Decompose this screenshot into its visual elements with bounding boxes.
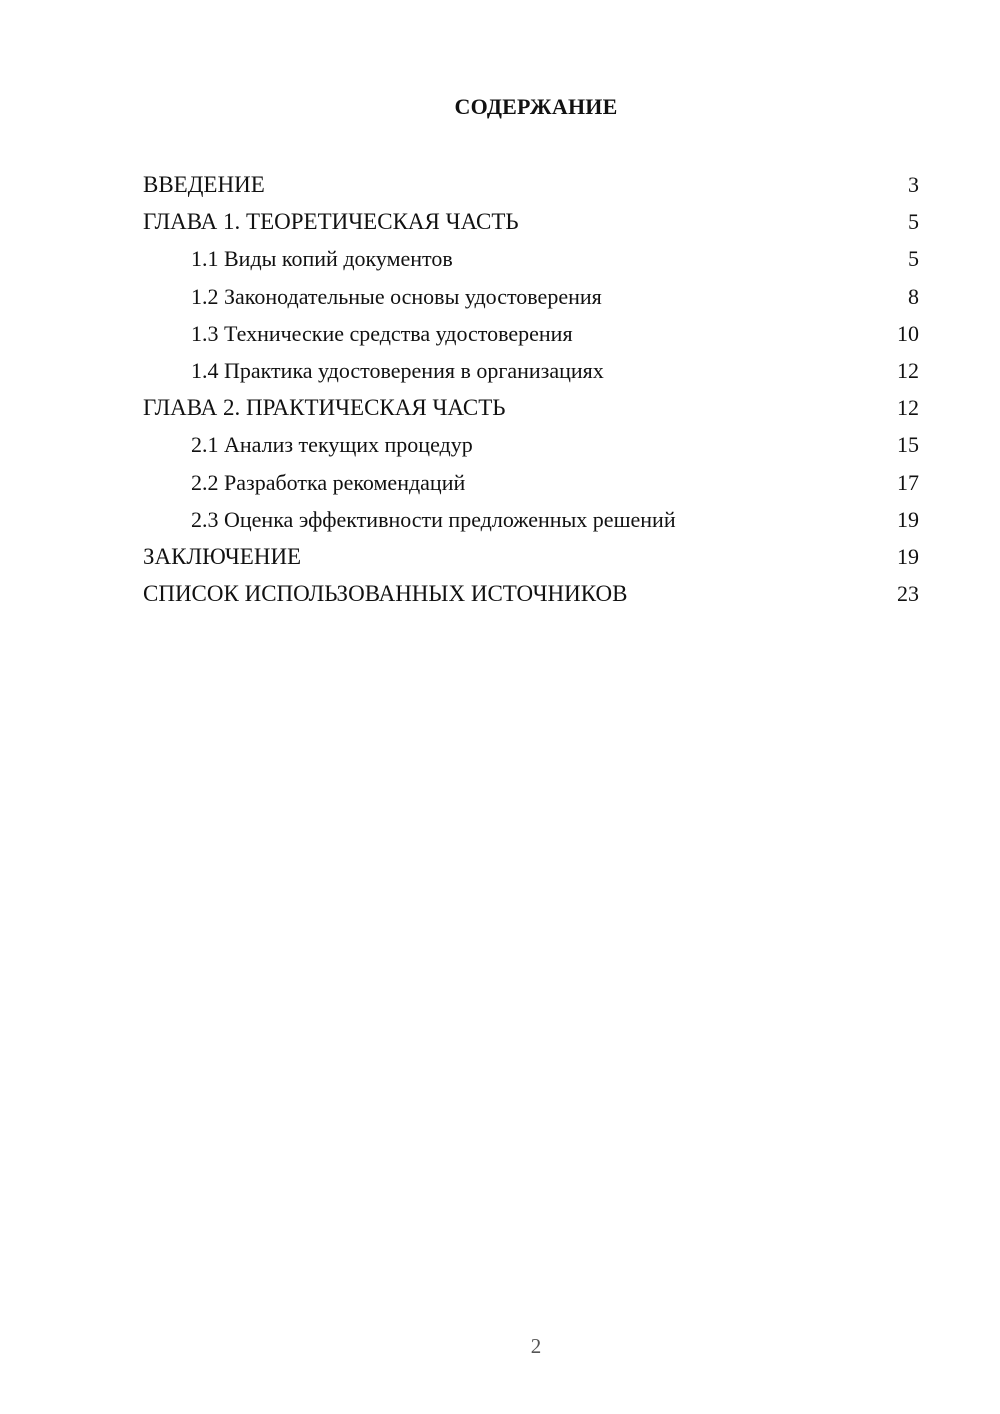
toc-entry-conclusion xyxy=(143,540,919,577)
toc-entry-section-2-3 xyxy=(143,503,919,540)
toc-entry-text: 2.1 Анализ текущих процедур xyxy=(191,432,473,458)
toc-entry-chapter-2 xyxy=(143,391,919,428)
toc-entry-page: 19 xyxy=(897,506,919,532)
toc-entry-text: 1.1 Виды копий документов xyxy=(191,246,453,272)
toc-entry-text: 2.2 Разработка рекомендаций xyxy=(191,469,466,495)
table-of-contents xyxy=(143,168,919,614)
toc-title: СОДЕРЖАНИЕ xyxy=(454,94,618,119)
toc-entry-text: СПИСОК ИСПОЛЬЗОВАННЫХ ИСТОЧНИКОВ xyxy=(143,581,628,607)
toc-entry-chapter-1 xyxy=(143,205,919,242)
toc-entry-text: 1.3 Технические средства удостоверения xyxy=(191,320,573,346)
toc-entry-page: 8 xyxy=(908,283,919,309)
toc-entry-text: 1.2 Законодательные основы удостоверения xyxy=(191,283,602,309)
toc-entry-text: ГЛАВА 2. ПРАКТИЧЕСКАЯ ЧАСТЬ xyxy=(143,395,506,421)
toc-entry-references xyxy=(143,577,919,614)
toc-entry-text: ВВЕДЕНИЕ xyxy=(143,172,265,197)
toc-entry-section-2-1 xyxy=(143,428,919,465)
toc-entry-text: 1.4 Практика удостоверения в организациях xyxy=(191,357,604,383)
toc-entry-section-1-2 xyxy=(143,280,919,317)
toc-entry-section-1-1 xyxy=(143,242,919,279)
toc-entry-section-1-3 xyxy=(143,317,919,354)
toc-entry-page: 10 xyxy=(897,320,919,346)
toc-entry-page: 3 xyxy=(908,172,919,197)
toc-entry-page: 19 xyxy=(897,543,919,569)
toc-entry-page: 12 xyxy=(897,395,919,421)
toc-entry-section-1-4 xyxy=(143,354,919,391)
toc-entry-text: ЗАКЛЮЧЕНИЕ xyxy=(143,543,302,569)
toc-entry-section-2-2 xyxy=(143,466,919,503)
toc-entry-introduction xyxy=(143,168,919,205)
toc-entry-text: ГЛАВА 1. ТЕОРЕТИЧЕСКАЯ ЧАСТЬ xyxy=(143,209,519,235)
toc-entry-page: 5 xyxy=(908,209,919,235)
toc-entry-page: 12 xyxy=(897,357,919,383)
toc-entry-page: 5 xyxy=(908,246,919,272)
toc-entry-page: 17 xyxy=(897,469,919,495)
toc-entry-page: 23 xyxy=(897,581,919,607)
toc-entry-page: 15 xyxy=(897,432,919,458)
toc-entry-text: 2.3 Оценка эффективности предложенных решений xyxy=(191,506,676,532)
page-number: 2 xyxy=(530,1334,542,1358)
